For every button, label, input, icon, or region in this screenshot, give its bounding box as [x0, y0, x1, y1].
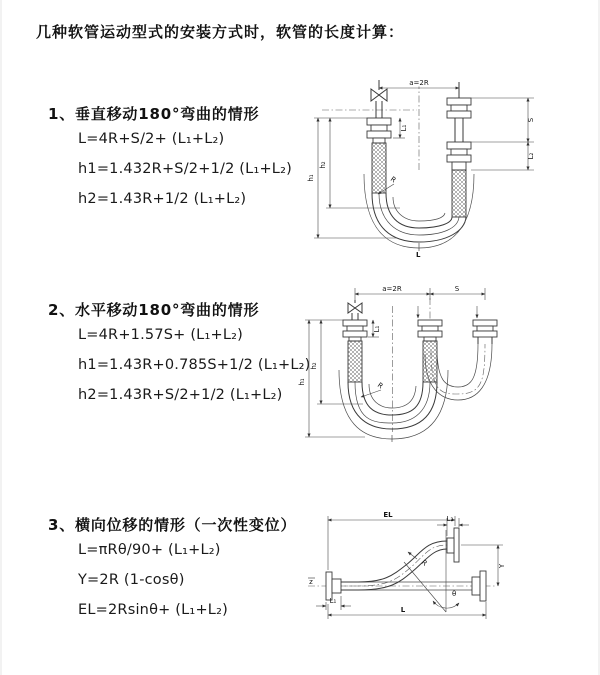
- formula-s1-h1: h1=1.432R+S/2+1/2 (L₁+L₂): [78, 161, 292, 177]
- diagram-horizontal-180-bend: [295, 282, 595, 447]
- radius-construction-line: [404, 562, 446, 612]
- formula-s3-EL: EL=2Rsinθ+ (L₁+L₂): [78, 602, 228, 618]
- middle-pipe-fitting: [418, 320, 442, 382]
- dim-l-label: L: [400, 606, 406, 614]
- dim-h2-label: h₂: [310, 362, 318, 370]
- formula-s2-h1: h1=1.43R+0.785S+1/2 (L₁+L₂): [78, 357, 311, 373]
- formula-s2-L: L=4R+1.57S+ (L₁+L₂): [78, 327, 243, 343]
- radius-r-leader: [408, 552, 417, 559]
- radius-r-label: R: [375, 381, 385, 391]
- dim-h1-label: h₁: [298, 378, 306, 386]
- formula-s3-L: L=πRθ/90+ (L₁+L₂): [78, 542, 221, 558]
- hose-s-curve: [341, 541, 447, 590]
- page-title: 几种软管运动型式的安装方式时，软管的长度计算：: [36, 23, 405, 41]
- left-flange: [326, 572, 341, 600]
- dim-s-label: S: [527, 117, 535, 123]
- dim-a2r-label: a=2R: [409, 79, 429, 87]
- valve-icon: [348, 300, 362, 320]
- datum-z-label: z: [309, 578, 313, 586]
- diagram-vertical-180-bend: [302, 62, 582, 258]
- formula-s3-Y: Y=2R (1-cosθ): [78, 572, 185, 588]
- dim-h2-label: h₂: [319, 161, 327, 169]
- dim-l2-label: L₂: [527, 152, 535, 160]
- section-2-heading: 2、水平移动180°弯曲的情形: [48, 301, 260, 319]
- left-pipe-fitting: [343, 320, 367, 382]
- dim-l1-label: L₁: [400, 124, 408, 132]
- radius-r-label: R: [388, 175, 398, 185]
- dim-l1-label: L₁: [373, 325, 381, 333]
- braided-hose-section: [348, 341, 362, 382]
- dim-y-label: Y: [498, 563, 506, 569]
- left-pipe-fitting: [367, 101, 391, 193]
- dim-l-label: L: [416, 251, 421, 258]
- dim-l2-label: L₂: [446, 515, 454, 523]
- formula-s1-L: L=4R+S/2+ (L₁+L₂): [78, 131, 225, 147]
- braided-hose-section: [372, 143, 386, 193]
- right-pipe-fitting: [473, 320, 497, 344]
- valve-icon: [371, 80, 387, 101]
- section-1-heading: 1、垂直移动180°弯曲的情形: [48, 105, 260, 123]
- upper-flange: [447, 528, 459, 562]
- dim-h1-label: h₁: [307, 174, 315, 182]
- formula-s1-h2: h2=1.43R+1/2 (L₁+L₂): [78, 191, 247, 207]
- section-3-heading: 3、横向位移的情形（一次性变位）: [48, 516, 297, 534]
- dim-el-label: EL: [383, 511, 393, 519]
- dim-l1-label: L₁: [329, 597, 337, 605]
- radius-r-label: R: [419, 558, 429, 568]
- dim-s-label: S: [454, 285, 460, 293]
- right-pipe-fitting: [447, 82, 471, 217]
- theta-label: θ: [452, 590, 457, 598]
- formula-s2-h2: h2=1.43R+S/2+1/2 (L₁+L₂): [78, 387, 283, 403]
- diagram-lateral-displacement: [300, 500, 600, 650]
- braided-hose-section: [452, 170, 466, 217]
- dim-a2r-label: a=2R: [382, 285, 402, 293]
